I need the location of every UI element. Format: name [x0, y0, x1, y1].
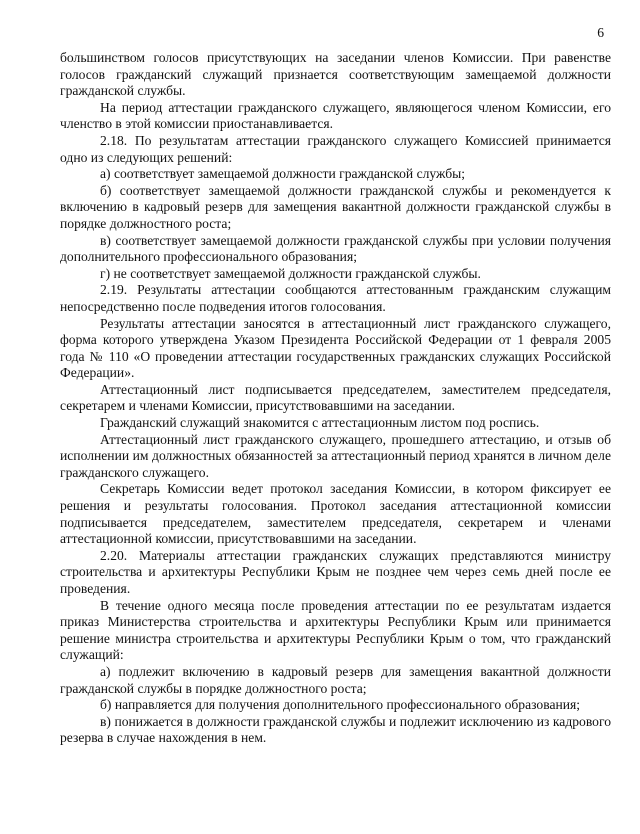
paragraph-sheet-signing: Аттестационный лист подписывается председателем, заместителем председателя, секретарем и членами Комиссии, присутствовавшими на заседании.: [60, 381, 611, 414]
paragraph-2-18-decisions: 2.18. По результатам аттестации гражданского служащего Комиссией принимается одно из следующих решений:: [60, 132, 611, 165]
page-number: 6: [597, 25, 604, 40]
paragraph-2-19-results: 2.19. Результаты аттестации сообщаются аттестованным гражданским служащим непосредственно после подведения итогов голосования.: [60, 282, 611, 314]
list-item-decision-g: г) не соответствует замещаемой должности гражданской службы.: [100, 265, 481, 281]
paragraph-personal-file: Аттестационный лист гражданского служащего, прошедшего аттестацию, и отзыв об исполнении им должностных обязанностей за аттестационный период хранятся в личном деле гражданского служащего.: [60, 431, 611, 480]
list-item-decision-a: а) соответствует замещаемой должности гражданской службы;: [100, 166, 466, 182]
paragraph-2-20-materials: 2.20. Материалы аттестации гражданских служащих представляются министру строительства и архитектуры Республики Крым не позднее чем через семь дней после ее проведения.: [60, 547, 611, 596]
paragraph-acknowledgement: Гражданский служащий знакомится с аттестационным листом под роспись.: [100, 415, 540, 431]
paragraph-continuation-voting: большинством голосов присутствующих на заседании членов Комиссии. При равенстве голосов гражданский служащий признается соответствующим замещаемой должности гражданской службы.: [60, 50, 611, 99]
paragraph-protocol: Секретарь Комиссии ведет протокол заседания Комиссии, в котором фиксирует ее решения и результаты голосования. Протокол заседания аттестационной комиссии подписывается председателем, заместителем председателя, секретарем и членами аттестационной комиссии, присутствовавшими на заседании.: [60, 481, 611, 547]
list-item-outcome-v: в) понижается в должности гражданской службы и подлежит исключению из кадрового резерва в случае нахождения в нем.: [60, 713, 611, 746]
list-item-outcome-a: а) подлежит включению в кадровый резерв для замещения вакантной должности гражданской службы в порядке должностного роста;: [60, 663, 611, 696]
list-item-decision-b: б) соответствует замещаемой должности гражданской службы и рекомендуется к включению в кадровый резерв для замещения вакантной должности гражданской службы в порядке должностного роста;: [60, 182, 611, 231]
paragraph-order-within-month: В течение одного месяца после проведения аттестации по ее результатам издается приказ Министерства строительства и архитектуры Республики Крым или принимается решение министра строительства и архитектуры Республики Крым о том, что гражданский служащий:: [60, 597, 611, 663]
paragraph-attestation-sheet-form: Результаты аттестации заносятся в аттестационный лист гражданского служащего, форма которого утверждена Указом Президента Российской Федерации от 1 февраля 2005 года № 110 «О проведении аттестации государственных гражданских служащих Российской Федерации».: [60, 315, 611, 381]
list-item-decision-v: в) соответствует замещаемой должности гражданской службы при условии получения дополнительного профессионального образования;: [60, 232, 611, 265]
paragraph-membership-suspended: На период аттестации гражданского служащего, являющегося членом Комиссии, его членство в этой комиссии приостанавливается.: [60, 99, 611, 132]
list-item-outcome-b: б) направляется для получения дополнительного профессионального образования;: [100, 697, 581, 713]
